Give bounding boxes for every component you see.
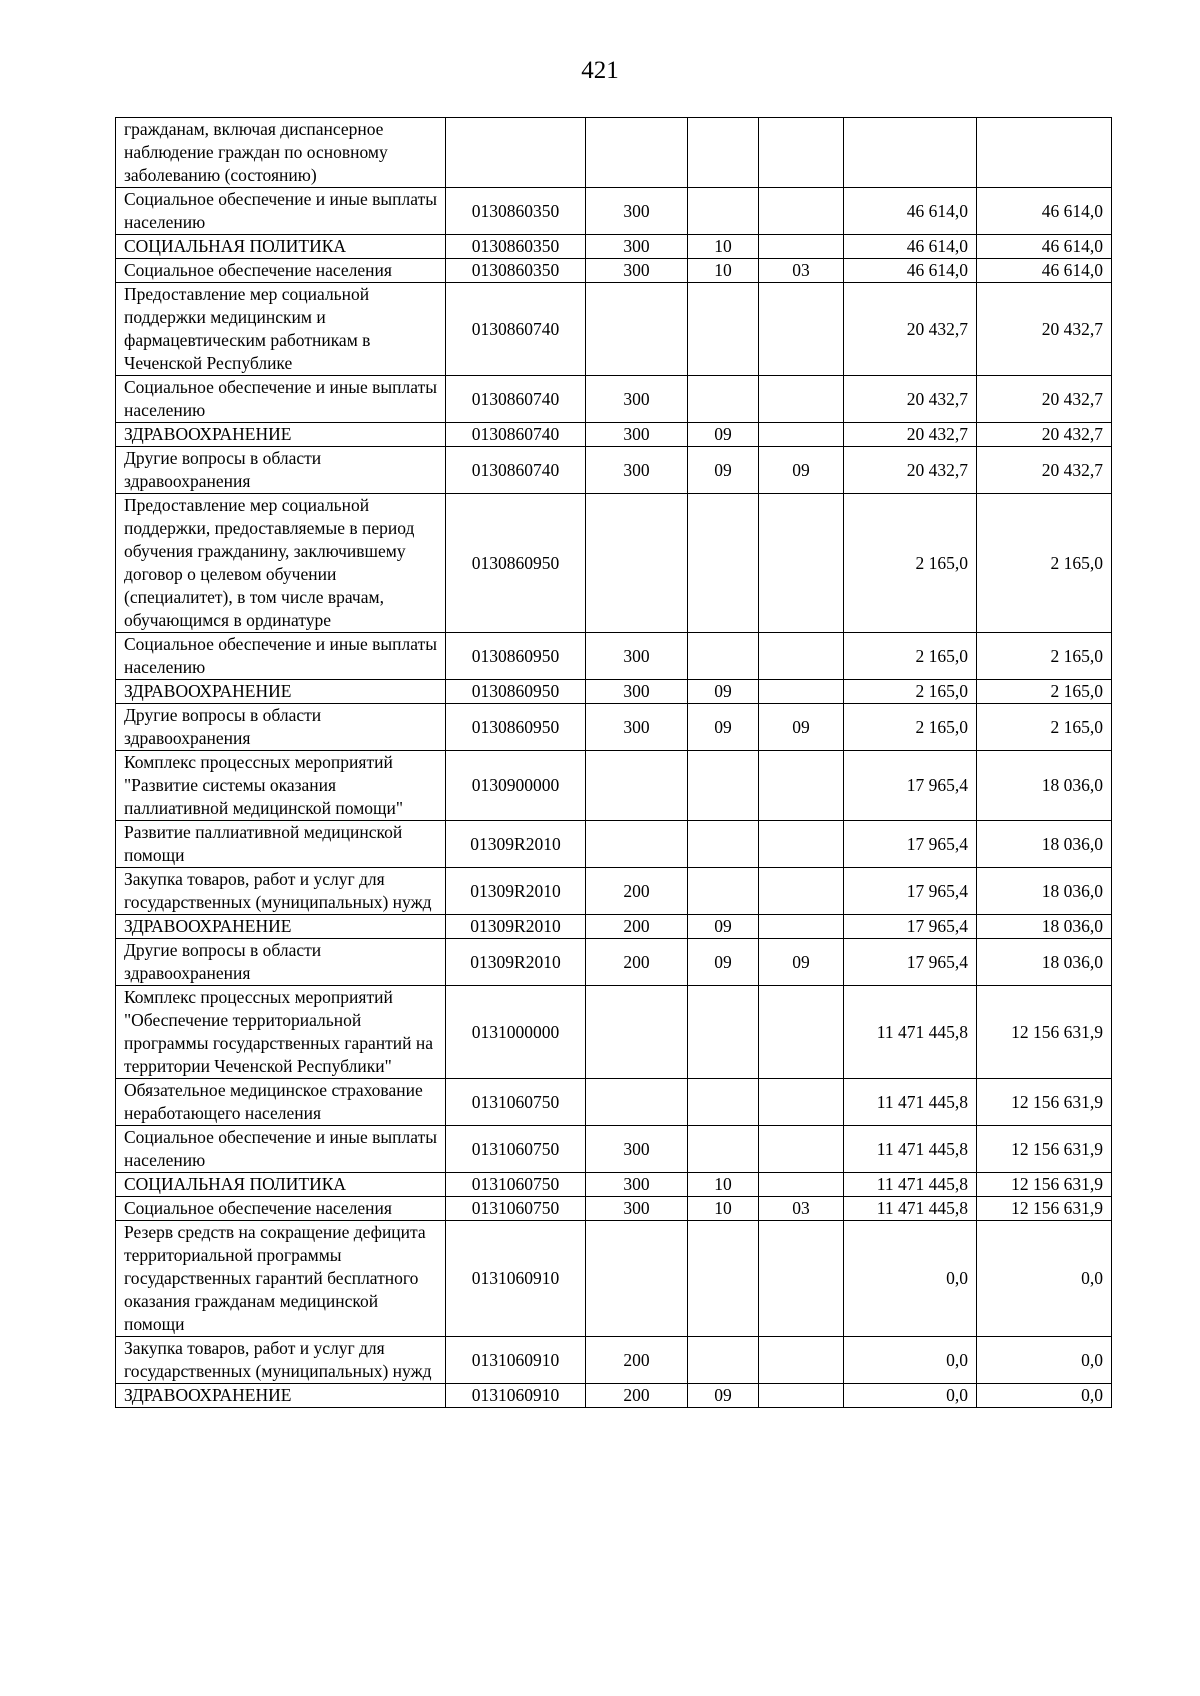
amount-first-year-cell: 17 965,4 bbox=[844, 821, 977, 868]
amount-first-year-cell: 0,0 bbox=[844, 1384, 977, 1408]
amount-first-year-cell: 2 165,0 bbox=[844, 633, 977, 680]
subsection-code-cell bbox=[759, 821, 844, 868]
row-name-cell: Социальное обеспечение и иные выплаты населению bbox=[116, 633, 446, 680]
target-article-code-cell: 0130900000 bbox=[446, 751, 586, 821]
amount-second-year-cell: 20 432,7 bbox=[977, 423, 1112, 447]
row-name-cell: Другие вопросы в области здравоохранения bbox=[116, 704, 446, 751]
subsection-code-cell bbox=[759, 868, 844, 915]
amount-second-year-cell: 18 036,0 bbox=[977, 915, 1112, 939]
subsection-code-cell bbox=[759, 1079, 844, 1126]
target-article-code-cell: 01309R2010 bbox=[446, 915, 586, 939]
section-code-cell: 10 bbox=[688, 259, 759, 283]
target-article-code-cell bbox=[446, 118, 586, 188]
expense-type-cell bbox=[586, 986, 688, 1079]
target-article-code-cell: 0131060750 bbox=[446, 1126, 586, 1173]
section-code-cell bbox=[688, 376, 759, 423]
amount-second-year-cell: 12 156 631,9 bbox=[977, 1173, 1112, 1197]
subsection-code-cell bbox=[759, 235, 844, 259]
amount-second-year-cell bbox=[977, 118, 1112, 188]
target-article-code-cell: 0130860740 bbox=[446, 423, 586, 447]
row-name-cell: Социальное обеспечение и иные выплаты населению bbox=[116, 1126, 446, 1173]
target-article-code-cell: 0131060750 bbox=[446, 1079, 586, 1126]
expense-type-cell bbox=[586, 494, 688, 633]
subsection-code-cell bbox=[759, 376, 844, 423]
table-row bbox=[116, 704, 1112, 751]
section-code-cell bbox=[688, 494, 759, 633]
expense-type-cell: 300 bbox=[586, 376, 688, 423]
row-name-cell: ЗДРАВООХРАНЕНИЕ bbox=[116, 1384, 446, 1408]
table-row bbox=[116, 1079, 1112, 1126]
expense-type-cell: 300 bbox=[586, 235, 688, 259]
row-name-cell: СОЦИАЛЬНАЯ ПОЛИТИКА bbox=[116, 235, 446, 259]
expense-type-cell: 300 bbox=[586, 1173, 688, 1197]
section-code-cell bbox=[688, 868, 759, 915]
target-article-code-cell: 0130860350 bbox=[446, 235, 586, 259]
amount-first-year-cell: 20 432,7 bbox=[844, 447, 977, 494]
subsection-code-cell bbox=[759, 1384, 844, 1408]
target-article-code-cell: 0130860950 bbox=[446, 494, 586, 633]
subsection-code-cell: 09 bbox=[759, 704, 844, 751]
amount-first-year-cell: 2 165,0 bbox=[844, 704, 977, 751]
amount-first-year-cell: 11 471 445,8 bbox=[844, 1079, 977, 1126]
row-name-cell: Закупка товаров, работ и услуг для государственных (муниципальных) нужд bbox=[116, 1337, 446, 1384]
expense-type-cell: 300 bbox=[586, 447, 688, 494]
amount-first-year-cell: 20 432,7 bbox=[844, 376, 977, 423]
amount-second-year-cell: 20 432,7 bbox=[977, 376, 1112, 423]
table-row bbox=[116, 283, 1112, 376]
target-article-code-cell: 0130860740 bbox=[446, 376, 586, 423]
table-row bbox=[116, 1197, 1112, 1221]
table-row bbox=[116, 1221, 1112, 1337]
section-code-cell: 09 bbox=[688, 423, 759, 447]
expense-type-cell bbox=[586, 118, 688, 188]
row-name-cell: ЗДРАВООХРАНЕНИЕ bbox=[116, 915, 446, 939]
subsection-code-cell bbox=[759, 283, 844, 376]
row-name-cell: Социальное обеспечение и иные выплаты населению bbox=[116, 376, 446, 423]
row-name-cell: Резерв средств на сокращение дефицита территориальной программы государственных гарантий бесплатного оказания гражданам медицинской помощи bbox=[116, 1221, 446, 1337]
amount-second-year-cell: 0,0 bbox=[977, 1384, 1112, 1408]
amount-second-year-cell: 20 432,7 bbox=[977, 283, 1112, 376]
amount-first-year-cell: 20 432,7 bbox=[844, 423, 977, 447]
expense-type-cell: 300 bbox=[586, 188, 688, 235]
section-code-cell bbox=[688, 1221, 759, 1337]
table-row bbox=[116, 376, 1112, 423]
table-row bbox=[116, 494, 1112, 633]
row-name-cell: гражданам, включая диспансерное наблюдение граждан по основному заболеванию (состоянию) bbox=[116, 118, 446, 188]
section-code-cell: 09 bbox=[688, 939, 759, 986]
amount-second-year-cell: 2 165,0 bbox=[977, 633, 1112, 680]
subsection-code-cell: 09 bbox=[759, 939, 844, 986]
section-code-cell: 09 bbox=[688, 704, 759, 751]
page-number: 421 bbox=[581, 57, 619, 84]
section-code-cell: 09 bbox=[688, 680, 759, 704]
expense-type-cell: 300 bbox=[586, 1197, 688, 1221]
section-code-cell: 10 bbox=[688, 1197, 759, 1221]
row-name-cell: Развитие паллиативной медицинской помощи bbox=[116, 821, 446, 868]
amount-second-year-cell: 12 156 631,9 bbox=[977, 1197, 1112, 1221]
subsection-code-cell bbox=[759, 751, 844, 821]
expense-type-cell: 200 bbox=[586, 868, 688, 915]
table-row bbox=[116, 1173, 1112, 1197]
section-code-cell bbox=[688, 283, 759, 376]
subsection-code-cell bbox=[759, 915, 844, 939]
table-row bbox=[116, 235, 1112, 259]
section-code-cell bbox=[688, 821, 759, 868]
subsection-code-cell bbox=[759, 188, 844, 235]
subsection-code-cell bbox=[759, 633, 844, 680]
target-article-code-cell: 01309R2010 bbox=[446, 821, 586, 868]
expense-type-cell: 300 bbox=[586, 680, 688, 704]
expense-type-cell bbox=[586, 1221, 688, 1337]
amount-second-year-cell: 2 165,0 bbox=[977, 680, 1112, 704]
expense-type-cell: 300 bbox=[586, 259, 688, 283]
target-article-code-cell: 0130860950 bbox=[446, 633, 586, 680]
subsection-code-cell bbox=[759, 494, 844, 633]
target-article-code-cell: 0130860740 bbox=[446, 447, 586, 494]
expense-type-cell bbox=[586, 821, 688, 868]
table-row bbox=[116, 915, 1112, 939]
target-article-code-cell: 0130860950 bbox=[446, 680, 586, 704]
section-code-cell bbox=[688, 1126, 759, 1173]
subsection-code-cell bbox=[759, 118, 844, 188]
row-name-cell: Комплекс процессных мероприятий "Развитие системы оказания паллиативной медицинской помощи" bbox=[116, 751, 446, 821]
section-code-cell: 09 bbox=[688, 1384, 759, 1408]
amount-first-year-cell: 17 965,4 bbox=[844, 868, 977, 915]
amount-second-year-cell: 12 156 631,9 bbox=[977, 1126, 1112, 1173]
amount-second-year-cell: 18 036,0 bbox=[977, 939, 1112, 986]
amount-second-year-cell: 46 614,0 bbox=[977, 188, 1112, 235]
subsection-code-cell bbox=[759, 423, 844, 447]
table-row bbox=[116, 939, 1112, 986]
subsection-code-cell bbox=[759, 986, 844, 1079]
table-row bbox=[116, 633, 1112, 680]
target-article-code-cell: 0131000000 bbox=[446, 986, 586, 1079]
row-name-cell: ЗДРАВООХРАНЕНИЕ bbox=[116, 423, 446, 447]
amount-first-year-cell: 20 432,7 bbox=[844, 283, 977, 376]
table-row bbox=[116, 821, 1112, 868]
expense-type-cell: 200 bbox=[586, 915, 688, 939]
table-row bbox=[116, 118, 1112, 188]
row-name-cell: ЗДРАВООХРАНЕНИЕ bbox=[116, 680, 446, 704]
amount-second-year-cell: 20 432,7 bbox=[977, 447, 1112, 494]
amount-first-year-cell: 0,0 bbox=[844, 1337, 977, 1384]
table-row bbox=[116, 751, 1112, 821]
table-row bbox=[116, 1337, 1112, 1384]
table-row bbox=[116, 447, 1112, 494]
amount-second-year-cell: 46 614,0 bbox=[977, 259, 1112, 283]
expense-type-cell bbox=[586, 1079, 688, 1126]
amount-first-year-cell: 11 471 445,8 bbox=[844, 1197, 977, 1221]
table-row bbox=[116, 259, 1112, 283]
row-name-cell: Другие вопросы в области здравоохранения bbox=[116, 939, 446, 986]
amount-second-year-cell: 12 156 631,9 bbox=[977, 1079, 1112, 1126]
budget-table-body bbox=[116, 118, 1112, 1408]
amount-first-year-cell: 17 965,4 bbox=[844, 751, 977, 821]
amount-first-year-cell: 2 165,0 bbox=[844, 494, 977, 633]
amount-first-year-cell: 17 965,4 bbox=[844, 939, 977, 986]
row-name-cell: СОЦИАЛЬНАЯ ПОЛИТИКА bbox=[116, 1173, 446, 1197]
amount-first-year-cell: 11 471 445,8 bbox=[844, 986, 977, 1079]
section-code-cell bbox=[688, 986, 759, 1079]
row-name-cell: Социальное обеспечение населения bbox=[116, 1197, 446, 1221]
amount-first-year-cell: 46 614,0 bbox=[844, 259, 977, 283]
row-name-cell: Социальное обеспечение и иные выплаты населению bbox=[116, 188, 446, 235]
amount-second-year-cell: 0,0 bbox=[977, 1221, 1112, 1337]
expense-type-cell: 300 bbox=[586, 1126, 688, 1173]
amount-second-year-cell: 18 036,0 bbox=[977, 868, 1112, 915]
section-code-cell: 10 bbox=[688, 235, 759, 259]
subsection-code-cell: 03 bbox=[759, 259, 844, 283]
amount-second-year-cell: 12 156 631,9 bbox=[977, 986, 1112, 1079]
expense-type-cell: 200 bbox=[586, 1384, 688, 1408]
target-article-code-cell: 0130860740 bbox=[446, 283, 586, 376]
amount-second-year-cell: 46 614,0 bbox=[977, 235, 1112, 259]
subsection-code-cell: 03 bbox=[759, 1197, 844, 1221]
expense-type-cell: 300 bbox=[586, 704, 688, 751]
table-row bbox=[116, 868, 1112, 915]
row-name-cell: Обязательное медицинское страхование неработающего населения bbox=[116, 1079, 446, 1126]
target-article-code-cell: 0130860950 bbox=[446, 704, 586, 751]
section-code-cell bbox=[688, 1337, 759, 1384]
target-article-code-cell: 01309R2010 bbox=[446, 868, 586, 915]
section-code-cell: 09 bbox=[688, 915, 759, 939]
row-name-cell: Предоставление мер социальной поддержки, предоставляемые в период обучения гражданину, заключившему договор о целевом обучении (специалитет), в том числе врачам, обучающимся в ординатуре bbox=[116, 494, 446, 633]
table-row bbox=[116, 188, 1112, 235]
expense-type-cell: 300 bbox=[586, 633, 688, 680]
row-name-cell: Предоставление мер социальной поддержки медицинским и фармацевтическим работникам в Чеченской Республике bbox=[116, 283, 446, 376]
table-row bbox=[116, 986, 1112, 1079]
section-code-cell: 09 bbox=[688, 447, 759, 494]
amount-second-year-cell: 2 165,0 bbox=[977, 494, 1112, 633]
target-article-code-cell: 0130860350 bbox=[446, 259, 586, 283]
row-name-cell: Закупка товаров, работ и услуг для государственных (муниципальных) нужд bbox=[116, 868, 446, 915]
expense-type-cell: 200 bbox=[586, 939, 688, 986]
expense-type-cell bbox=[586, 283, 688, 376]
subsection-code-cell bbox=[759, 1221, 844, 1337]
section-code-cell bbox=[688, 633, 759, 680]
subsection-code-cell bbox=[759, 1337, 844, 1384]
target-article-code-cell: 01309R2010 bbox=[446, 939, 586, 986]
target-article-code-cell: 0131060750 bbox=[446, 1173, 586, 1197]
subsection-code-cell bbox=[759, 680, 844, 704]
subsection-code-cell bbox=[759, 1126, 844, 1173]
section-code-cell bbox=[688, 188, 759, 235]
table-row bbox=[116, 1126, 1112, 1173]
target-article-code-cell: 0131060910 bbox=[446, 1384, 586, 1408]
section-code-cell: 10 bbox=[688, 1173, 759, 1197]
amount-second-year-cell: 18 036,0 bbox=[977, 751, 1112, 821]
amount-first-year-cell: 17 965,4 bbox=[844, 915, 977, 939]
amount-first-year-cell: 46 614,0 bbox=[844, 235, 977, 259]
row-name-cell: Социальное обеспечение населения bbox=[116, 259, 446, 283]
amount-first-year-cell: 11 471 445,8 bbox=[844, 1173, 977, 1197]
amount-second-year-cell: 18 036,0 bbox=[977, 821, 1112, 868]
section-code-cell bbox=[688, 751, 759, 821]
amount-first-year-cell: 2 165,0 bbox=[844, 680, 977, 704]
budget-table bbox=[115, 117, 1112, 1408]
target-article-code-cell: 0131060910 bbox=[446, 1221, 586, 1337]
amount-first-year-cell bbox=[844, 118, 977, 188]
expense-type-cell: 200 bbox=[586, 1337, 688, 1384]
amount-first-year-cell: 46 614,0 bbox=[844, 188, 977, 235]
amount-second-year-cell: 2 165,0 bbox=[977, 704, 1112, 751]
target-article-code-cell: 0130860350 bbox=[446, 188, 586, 235]
table-row bbox=[116, 1384, 1112, 1408]
target-article-code-cell: 0131060910 bbox=[446, 1337, 586, 1384]
amount-first-year-cell: 0,0 bbox=[844, 1221, 977, 1337]
row-name-cell: Комплекс процессных мероприятий "Обеспечение территориальной программы государственных гарантий на территории Чеченской Республики" bbox=[116, 986, 446, 1079]
amount-first-year-cell: 11 471 445,8 bbox=[844, 1126, 977, 1173]
expense-type-cell bbox=[586, 751, 688, 821]
target-article-code-cell: 0131060750 bbox=[446, 1197, 586, 1221]
section-code-cell bbox=[688, 118, 759, 188]
subsection-code-cell bbox=[759, 1173, 844, 1197]
amount-second-year-cell: 0,0 bbox=[977, 1337, 1112, 1384]
subsection-code-cell: 09 bbox=[759, 447, 844, 494]
section-code-cell bbox=[688, 1079, 759, 1126]
table-row bbox=[116, 423, 1112, 447]
row-name-cell: Другие вопросы в области здравоохранения bbox=[116, 447, 446, 494]
expense-type-cell: 300 bbox=[586, 423, 688, 447]
table-row bbox=[116, 680, 1112, 704]
